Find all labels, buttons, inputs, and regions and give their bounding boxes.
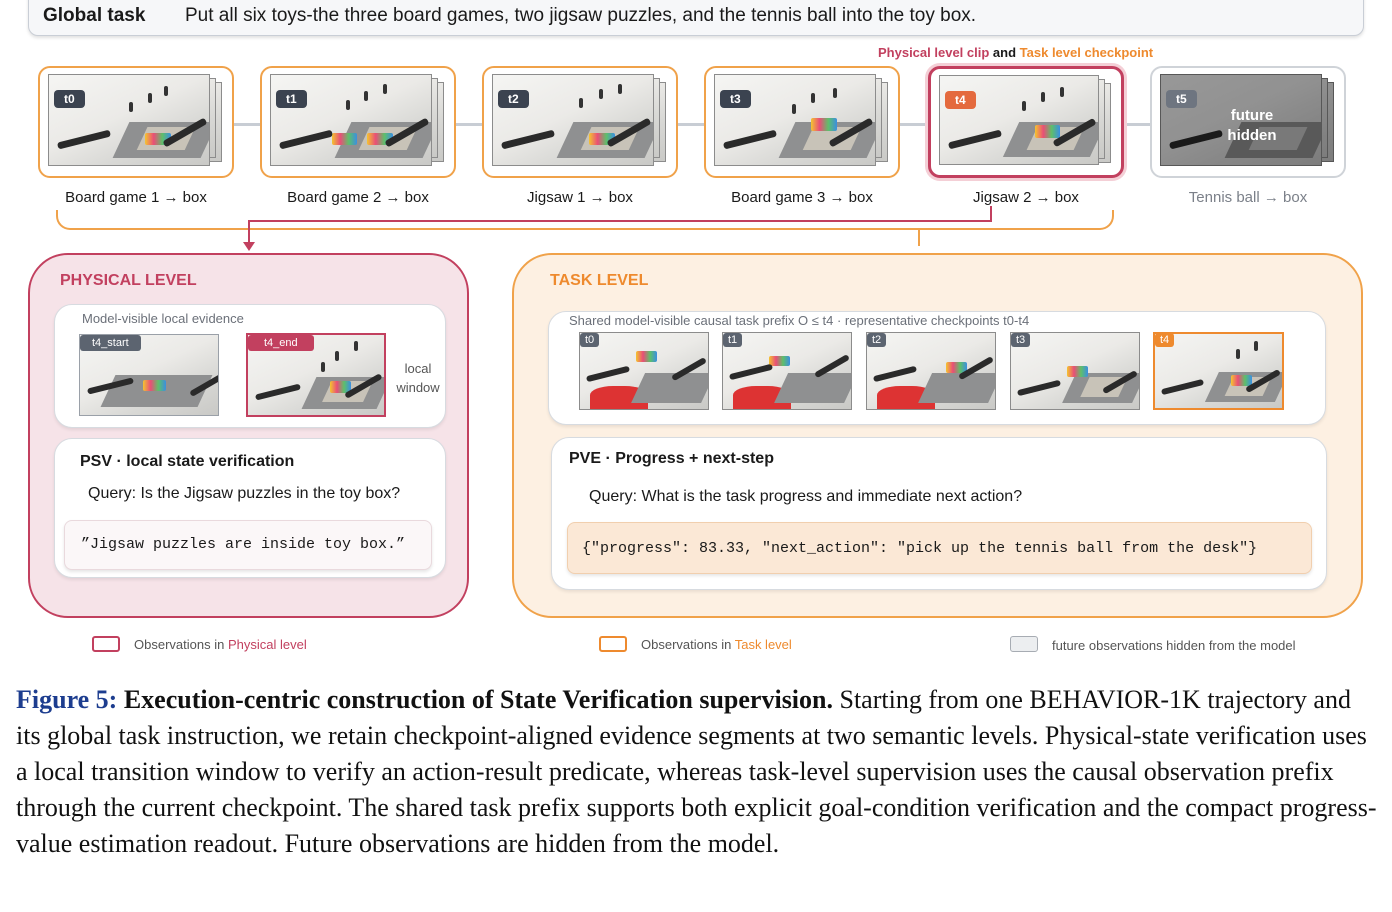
pve-title: PVE · Progress + next-step [569,450,774,467]
checkpoint-tag: t0 [580,333,599,347]
keyframe-caption: Board game 3 → box [731,189,873,206]
checkpoint-tag: t4 [1155,333,1174,347]
legend-physical-swatch [92,636,120,652]
clip-legend-physical: Physical level clip [878,45,990,60]
task-prefix-label: Shared model-visible causal task prefix O ≤ t4 · representative checkpoints t0-t4 [569,313,1030,328]
clip-legend-task: Task level checkpoint [1019,45,1154,60]
keyframe-image [939,75,1099,165]
evidence-label: Model-visible local evidence [82,311,244,326]
keyframe-caption: Board game 2 → box [287,189,429,206]
caption-figure-number: Figure 5: [16,685,118,714]
legend-physical [134,637,307,652]
keyframe-image [48,74,210,166]
future-hidden-label: future hidden [1227,107,1277,144]
checkpoint-tag: t3 [1011,333,1030,347]
keyframe-t4 [928,66,1124,178]
t4-start-tag: t4_start [80,335,141,351]
keyframe-image [270,74,432,166]
keyframe-caption: Jigsaw 2 → box [973,189,1079,206]
keyframe-caption: Board game 1 → box [65,189,207,206]
keyframe-tag: t2 [498,90,529,108]
global-task-text: Put all six toys-the three board games, two jigsaw puzzles, and the tennis ball into the toy box. [185,5,977,26]
pve-answer: {"progress": 83.33, "next_action": "pick up the tennis ball from the desk"} [567,522,1312,574]
keyframe-tag: t4 [945,91,976,109]
legend-physical-level: Physical level [227,637,307,652]
clip-legend [878,45,1153,60]
keyframe-t5 [1150,66,1346,178]
legend-task-level: Task level [734,637,792,652]
brace-peak [918,228,930,246]
legend-physical-prefix: Observations in [134,637,225,652]
keyframe-t1 [260,66,456,178]
physical-connector [248,220,250,244]
keyframe-tag: t0 [54,90,85,108]
legend-hidden: future observations hidden from the model [1052,638,1296,653]
psv-query: Query: Is the Jigsaw puzzles in the toy box? [88,485,401,502]
task-level-title: TASK LEVEL [550,272,649,289]
keyframe-tag: t5 [1166,90,1197,108]
clip-legend-and: and [992,45,1017,60]
keyframe-t3 [704,66,900,178]
physical-arrow-icon [243,242,255,251]
keyframe-t2 [482,66,678,178]
keyframe-caption: Tennis ball → box [1188,189,1308,206]
physical-level-title: PHYSICAL LEVEL [60,272,197,289]
caption-title: Execution-centric construction of State Verification supervision. [123,685,833,714]
checkpoint-tag: t1 [723,333,742,347]
keyframe-tag: t3 [720,90,751,108]
pve-query: Query: What is the task progress and immediate next action? [589,488,1023,505]
physical-connector [248,220,992,222]
legend-task-swatch [599,636,627,652]
keyframe-image [714,74,876,166]
caption-body: Starting from one BEHAVIOR-1K trajectory and its global task instruction, we retain checkpoint-aligned evidence segments at two semantic levels. Physical-state verification uses a local transition window to verify an action-result predicate, whereas task-level supervision uses the causal observation prefix through the current checkpoint. The shared task prefix supports both explicit goal-condition verification and the compact progress-value estimation readout. Future observations are hidden from the model. [16,685,1377,858]
legend-hidden-swatch [1010,636,1038,652]
global-task-label: Global task [43,5,146,26]
psv-title: PSV · local state verification [80,453,295,470]
keyframe-image [492,74,654,166]
timeline-line [40,123,1340,126]
global-task-bar [28,0,1364,36]
checkpoint-tag: t2 [867,333,886,347]
keyframe-t0 [38,66,234,178]
psv-answer: ”Jigsaw puzzles are inside toy box.” [64,520,432,570]
figure-caption [16,682,1382,862]
keyframe-tag: t1 [276,90,307,108]
keyframe-caption: Jigsaw 1 → box [527,189,633,206]
t4-end-tag: t4_end [248,335,314,351]
legend-task-prefix: Observations in [641,637,732,652]
legend-task [641,637,792,652]
local-window-label: local window [396,361,440,395]
